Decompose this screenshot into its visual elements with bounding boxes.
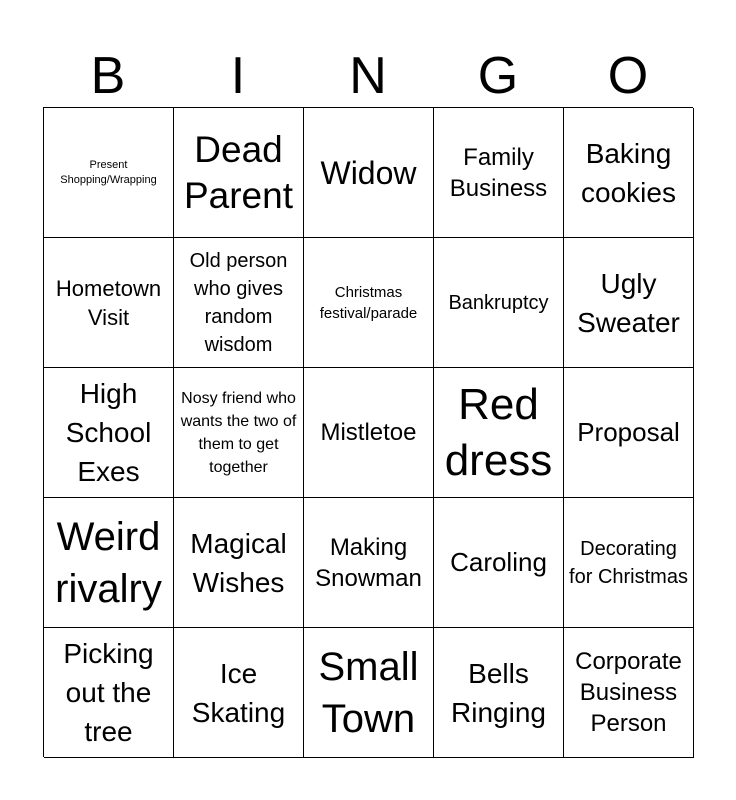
header-letter-g: G	[477, 47, 519, 105]
bingo-cell[interactable]	[174, 498, 304, 628]
bingo-cell[interactable]	[174, 108, 304, 238]
bingo-cell[interactable]	[564, 238, 694, 368]
bingo-cell[interactable]	[44, 498, 174, 628]
cell-text: Nosy friend who wants the two of them to get together	[180, 389, 297, 476]
cell-text: Ugly Sweater	[577, 267, 680, 338]
cell-text: Mistletoe	[320, 419, 417, 446]
header-letter-o: O	[607, 47, 649, 105]
header-letter-b: B	[90, 47, 126, 105]
bingo-cell[interactable]	[304, 628, 434, 758]
bingo-cell[interactable]	[44, 108, 174, 238]
cell-text: Decorating for Christmas	[569, 537, 688, 588]
cell-text: Present Shopping/Wrapping	[60, 158, 157, 186]
bingo-cell[interactable]	[434, 368, 564, 498]
cell-text: Bankruptcy	[448, 291, 549, 314]
bingo-cell[interactable]	[564, 108, 694, 238]
bingo-cell[interactable]	[174, 238, 304, 368]
cell-text: Proposal	[577, 417, 680, 447]
cell-text: Hometown Visit	[55, 275, 162, 330]
cell-text: Dead Parent	[183, 128, 293, 216]
bingo-cell[interactable]	[174, 368, 304, 498]
cell-text: Red dress	[444, 379, 553, 485]
bingo-cell[interactable]	[564, 498, 694, 628]
bingo-cell[interactable]	[44, 628, 174, 758]
cell-text: Ice Skating	[191, 657, 286, 728]
bingo-cell[interactable]	[434, 628, 564, 758]
bingo-cell[interactable]	[304, 498, 434, 628]
bingo-cell[interactable]	[44, 238, 174, 368]
cell-text: Small Town	[318, 644, 419, 741]
bingo-cell[interactable]	[434, 498, 564, 628]
cell-text: Widow	[320, 154, 417, 191]
cell-text: Weird rivalry	[55, 514, 162, 611]
cell-text: High School Exes	[65, 378, 152, 487]
cell-text: Christmas festival/parade	[319, 283, 418, 322]
bingo-cell[interactable]	[174, 628, 304, 758]
header-letter-i: I	[230, 47, 246, 105]
bingo-header	[43, 46, 693, 106]
cell-text: Magical Wishes	[190, 527, 287, 598]
cell-text: Making Snowman	[315, 533, 422, 592]
bingo-cell[interactable]	[564, 628, 694, 758]
bingo-cell[interactable]	[304, 238, 434, 368]
bingo-cell[interactable]	[44, 368, 174, 498]
bingo-card-grid	[43, 107, 693, 757]
bingo-cell[interactable]	[304, 108, 434, 238]
cell-text: Corporate Business Person	[575, 648, 682, 737]
cell-text: Old person who gives random wisdom	[189, 249, 288, 356]
cell-text: Bells Ringing	[451, 657, 546, 728]
bingo-cell[interactable]	[434, 108, 564, 238]
cell-text: Caroling	[450, 547, 547, 577]
bingo-cell[interactable]	[304, 368, 434, 498]
cell-text: Picking out the tree	[63, 638, 154, 747]
bingo-cell[interactable]	[564, 368, 694, 498]
header-letter-n: N	[349, 47, 387, 105]
cell-text: Baking cookies	[581, 137, 676, 208]
cell-text: Family Business	[449, 143, 548, 202]
bingo-cell[interactable]	[434, 238, 564, 368]
